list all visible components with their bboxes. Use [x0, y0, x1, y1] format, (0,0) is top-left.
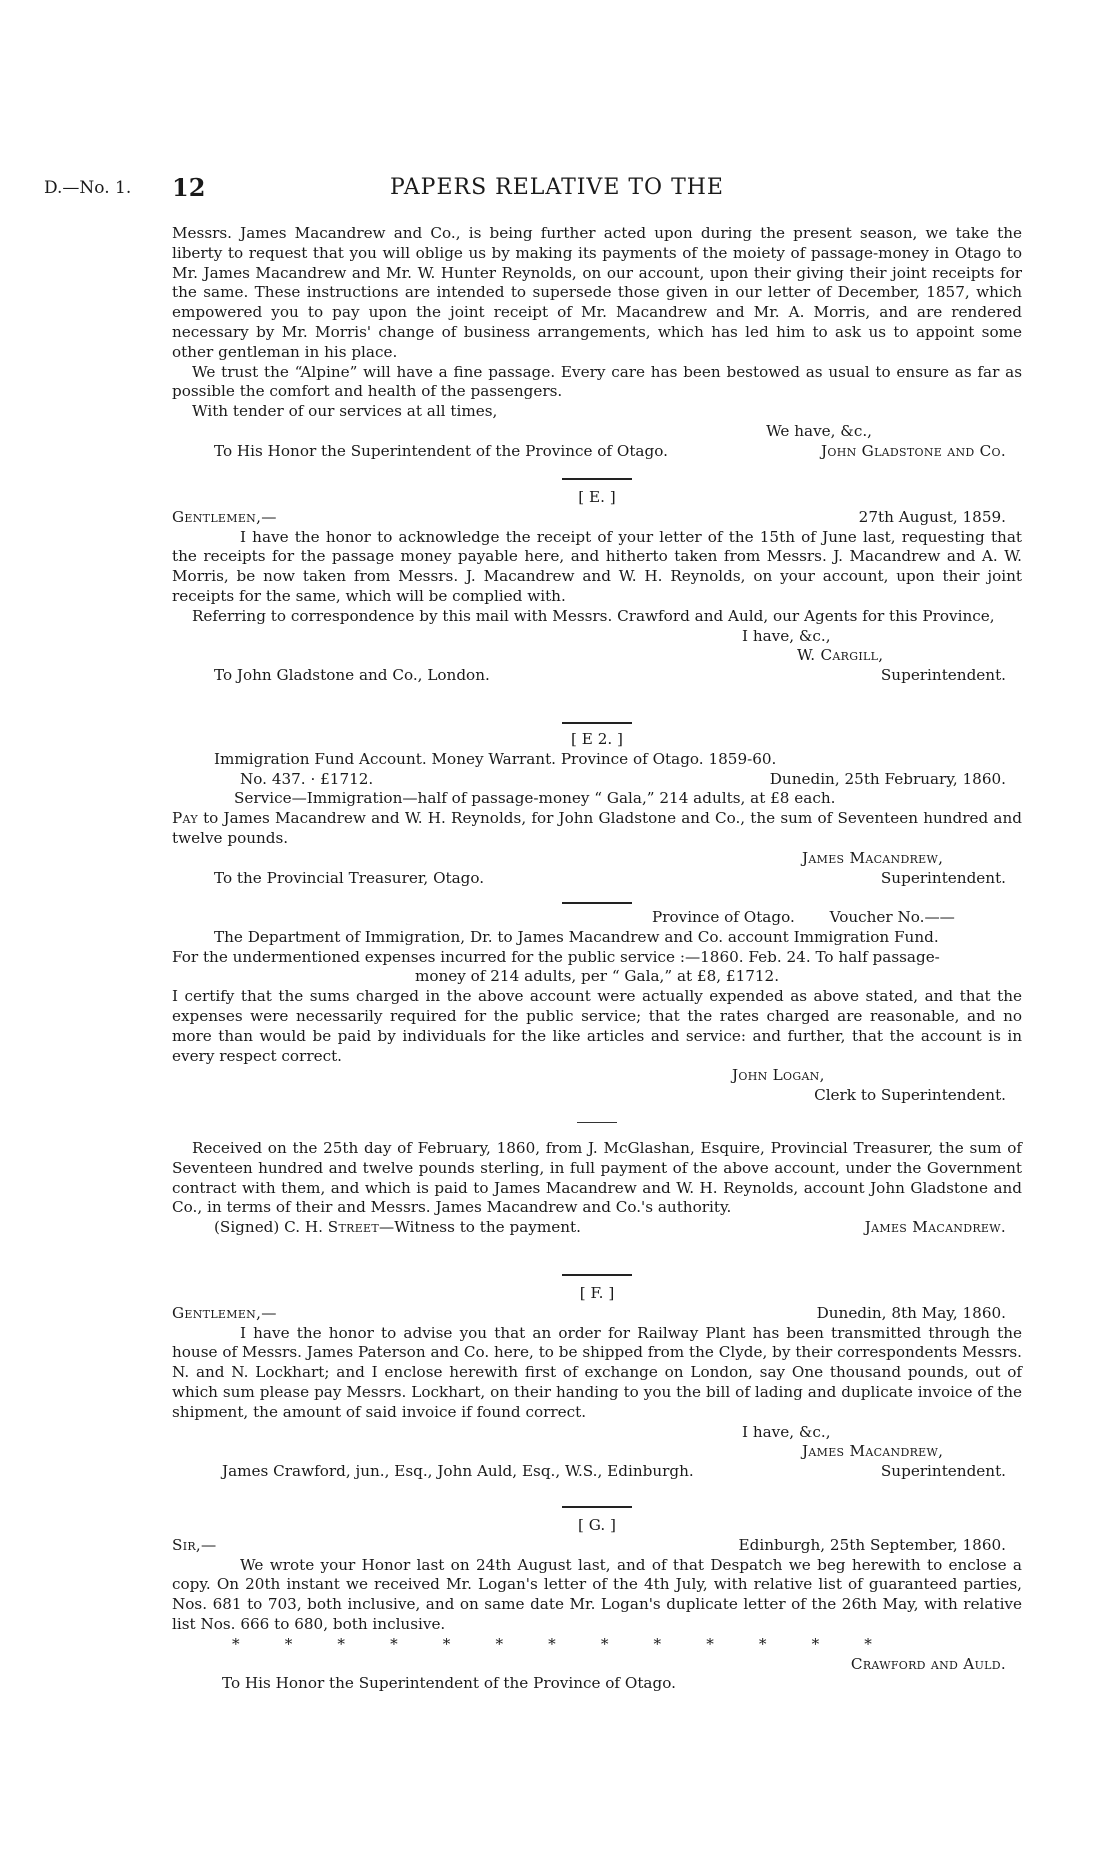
star-mark: * — [337, 1634, 345, 1653]
letter-g — [172, 1506, 1022, 1694]
letter-f — [172, 1274, 1022, 1482]
receipt — [172, 1122, 1022, 1238]
voucher-signature: John Logan, — [732, 1066, 825, 1085]
document-reference: D.—No. 1. — [44, 178, 132, 198]
warrant-label: [ E 2. ] — [571, 730, 623, 748]
warrant-heading: Immigration Fund Account. Money Warrant. Province of Otago. 1859-60. — [214, 749, 777, 768]
letter-f-body: I have the honor to advise you that an order for Railway Plant has been transmitted through the house of Messrs. James Paterson and Co. here, to be shipped from the Clyde, by their correspondents Messrs. N. and N. Lockhart; and I enclose herewith first of exchange on London, say One thousand pounds, out of which sum please pay Messrs. Lockhart, on their handing to you the bill of lading and duplicate invoice of the shipment, the amount of said invoice if found correct. — [172, 1323, 1022, 1421]
star-mark: * — [390, 1634, 398, 1653]
letter-g-date: Edinburgh, 25th September, 1860. — [738, 1535, 1006, 1554]
warrant-pay-text: to James Macandrew and W. H. Reynolds, for John Gladstone and Co., the sum of Seventeen hundred and twelve pounds. — [172, 809, 1022, 847]
letter-e — [172, 478, 1022, 686]
letter-g-signature: Crawford and Auld. — [850, 1654, 1006, 1673]
page-number: 12 — [172, 173, 206, 202]
letter-f-signature-title: Superintendent. — [880, 1462, 1006, 1481]
receipt-body: Received on the 25th day of February, 1860, from J. McGlashan, Esquire, Provincial Treasurer, the sum of Seventeen hundred and twelve pounds sterling, in full payment of the above account, under the Government contract with them, and which is paid to James Macandrew and W. H. Reynolds, account John Gladstone and Co., in terms of their and Messrs. James Macandrew and Co.'s authority. — [172, 1139, 1022, 1217]
letter-e-paragraph-1: I have the honor to acknowledge the receipt of your letter of the 15th of June last, requesting that the receipts for the passage money payable here, and hitherto taken from Messrs. J. Macandrew and A. W. Morris, be now taken from Messrs. J. Macandrew and W. H. Reynolds, on your account, upon their joint receipts for the same, which will be complied with. — [172, 527, 1022, 605]
letter-e-recipient: To John Gladstone and Co., London. — [214, 666, 490, 685]
warrant-number: No. 437. · £1712. — [240, 769, 374, 788]
letter-e-signature: W. Cargill, — [797, 646, 884, 665]
star-mark: * — [811, 1634, 820, 1653]
section-divider — [577, 1122, 617, 1123]
letter-f-recipient: James Crawford, jun., Esq., John Auld, Esq., W.S., Edinburgh. — [222, 1462, 694, 1481]
letter-f-close: I have, &c., — [742, 1422, 831, 1441]
voucher-signature-title: Clerk to Superintendent. — [814, 1086, 1006, 1105]
letter-f-salutation: Gentlemen,— — [172, 1303, 277, 1322]
section-divider — [562, 478, 632, 480]
star-mark: * — [758, 1634, 767, 1653]
voucher — [172, 902, 1022, 1106]
page-title: PAPERS RELATIVE TO THE — [389, 175, 724, 200]
star-mark: * — [232, 1634, 240, 1653]
letter-f-signature: James Macandrew, — [802, 1442, 944, 1461]
warrant-service: Service—Immigration—half of passage-money “ Gala,” 214 adults, at £8 each. — [234, 789, 836, 808]
voucher-line-1: The Department of Immigration, Dr. to James Macandrew and Co. account Immigration Fund. — [214, 927, 939, 946]
receipt-signed-prefix: (Signed) C. H. — [214, 1218, 328, 1237]
money-warrant — [172, 722, 1022, 888]
voucher-province: Province of Otago. — [652, 908, 795, 926]
letter-d-paragraph-2: We trust the “Alpine” will have a fine passage. Every care has been bestowed as usual to ensure as far as possible the comfort and health of the passengers. — [172, 362, 1022, 401]
section-divider — [562, 902, 632, 904]
letter-g-label: [ G. ] — [578, 1516, 616, 1534]
warrant-date: Dunedin, 25th February, 1860. — [769, 769, 1006, 788]
section-divider — [562, 1506, 632, 1508]
voucher-line-2: For the undermentioned expenses incurred for the public service :—1860. Feb. 24. To half passage- — [172, 947, 940, 966]
warrant-signature-title: Superintendent. — [880, 868, 1006, 887]
star-mark: * — [495, 1634, 504, 1653]
letter-d-continuation — [172, 224, 1022, 462]
section-divider — [562, 1274, 632, 1276]
section-divider — [562, 722, 632, 724]
star-mark: * — [864, 1634, 872, 1653]
warrant-pay-word: Pay — [172, 809, 198, 828]
star-mark: * — [442, 1634, 451, 1653]
warrant-recipient: To the Provincial Treasurer, Otago. — [214, 868, 485, 887]
star-mark: * — [600, 1634, 609, 1653]
voucher-number: Voucher No.—— — [829, 908, 955, 926]
letter-e-paragraph-2: Referring to correspondence by this mail with Messrs. Crawford and Auld, our Agents for this Province, — [192, 606, 995, 625]
letter-e-label: [ E. ] — [578, 488, 616, 506]
receipt-signature: James Macandrew. — [864, 1218, 1006, 1237]
letter-d-close: We have, &c., — [766, 421, 872, 440]
letter-d-recipient: To His Honor the Superintendent of the Province of Otago. — [214, 441, 668, 460]
receipt-witness-name: Street — [327, 1218, 380, 1237]
voucher-certification: I certify that the sums charged in the above account were actually expended as above stated, and that the expenses were necessarily required for the public service; that the rates charged are reasonable, and no more than would be paid by individuals for the like articles and service: and further, that the account is in every respect correct. — [172, 987, 1022, 1065]
letter-e-signature-title: Superintendent. — [880, 666, 1006, 685]
warrant-signature: James Macandrew, — [802, 848, 944, 867]
star-mark: * — [706, 1634, 714, 1653]
letter-d-paragraph-3: With tender of our services at all times, — [192, 402, 498, 421]
star-mark: * — [653, 1634, 662, 1653]
letter-d-body: Messrs. James Macandrew and Co., is being further acted upon during the present season, we take the liberty to request that you will oblige us by making its payments of the moiety of passage-money in Otago to Mr. James Macandrew and Mr. W. Hunter Reynolds, on our account, upon their giving their joint receipts for the same. These instructions are intended to supersede those given in our letter of December, 1857, which empowered you to pay upon the joint receipt of Mr. Macandrew and Mr. A. Morris, and are rendered necessary by Mr. Morris' change of business arrangements, which has led him to ask us to appoint some other gentleman in his place. — [172, 224, 1022, 361]
letter-e-date: 27th August, 1859. — [858, 507, 1006, 526]
letter-e-salutation: Gentlemen,— — [172, 507, 277, 526]
star-mark: * — [284, 1634, 293, 1653]
letter-e-close: I have, &c., — [742, 626, 831, 645]
letter-f-date: Dunedin, 8th May, 1860. — [816, 1303, 1006, 1322]
receipt-signed-suffix: —Witness to the payment. — [379, 1218, 581, 1237]
letter-f-label: [ F. ] — [579, 1284, 615, 1302]
letter-g-body: We wrote your Honor last on 24th August last, and of that Despatch we beg herewith to enclose a copy. On 20th instant we received Mr. Logan's letter of the 4th July, with relative list of guaranteed parties, Nos. 681 to 703, both inclusive, and on same date Mr. Logan's duplicate letter of the 26th May, with relative list Nos. 666 to 680, both inclusive. — [172, 1555, 1022, 1633]
star-mark: * — [548, 1634, 556, 1653]
ellipsis-stars — [172, 1635, 1022, 1655]
voucher-line-3: money of 214 adults, per “ Gala,” at £8, £1712. — [414, 967, 780, 986]
letter-g-salutation: Sir,— — [172, 1535, 217, 1554]
letter-d-signature: John Gladstone and Co. — [820, 441, 1006, 460]
letter-g-recipient: To His Honor the Superintendent of the Province of Otago. — [222, 1674, 676, 1693]
